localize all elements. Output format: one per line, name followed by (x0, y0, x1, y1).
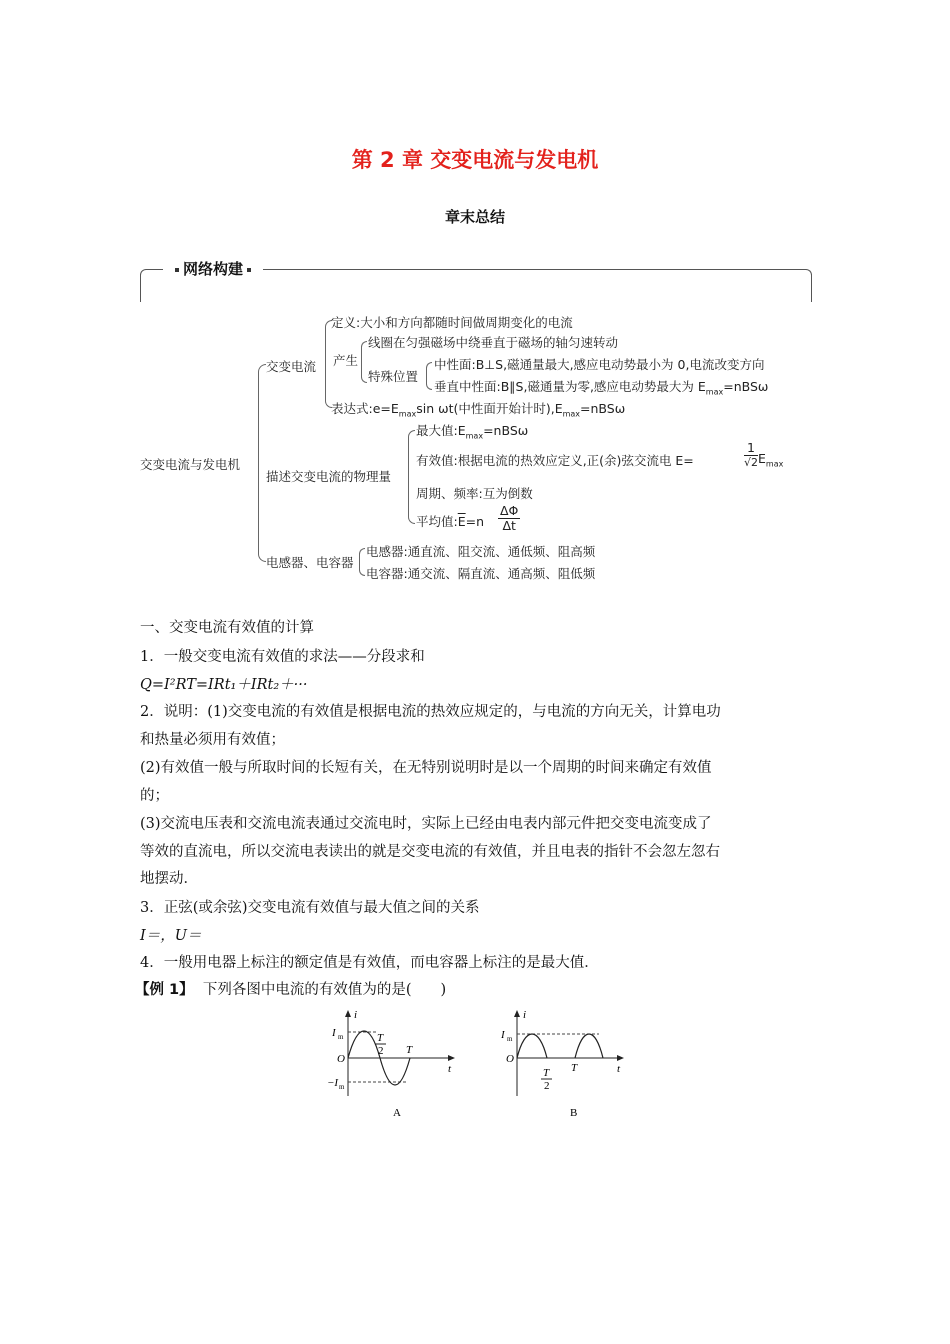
example-label: 【例 1】 (135, 982, 194, 998)
paragraph-3-line2: 的； (140, 788, 169, 804)
paragraph-3-line1: (2)有效值一般与所取时间的长短有关，在无特别说明时是以一个周期的时间来确定有效值 (140, 760, 712, 776)
expr-sub2: max (562, 409, 581, 419)
chapter-title: 第 2 章 交变电流与发电机 (351, 148, 599, 172)
bullet-icon (175, 268, 179, 272)
graph-b-im-label: I (501, 1029, 505, 1041)
graph-b-axis-y-label: i (523, 1009, 527, 1021)
section-heading: 一、交变电流有效值的计算 (140, 620, 314, 636)
mindmap-root: 交变电流与发电机 (140, 457, 241, 472)
formula-q: Q=I²RT=IRt₁＋IRt₂＋··· (140, 677, 308, 693)
graph-b-half-num: T (543, 1067, 550, 1079)
paragraph-4-line3: 地摆动． (140, 871, 198, 887)
avg-bar: $\overline{E}$ (457, 514, 466, 529)
graph-a-half-num: T (377, 1032, 384, 1044)
graph-a-im-label: I (332, 1027, 336, 1039)
max-sub: max (465, 431, 484, 441)
quantities-bracket (408, 430, 415, 524)
perp-plane-text: 垂直中性面:B∥S,磁通量为零,感应电动势最大为 E (434, 379, 706, 394)
avg-b: =n (465, 514, 485, 529)
graph-b-caption: B (570, 1107, 578, 1119)
paragraph-4-line2: 等效的直流电，所以交流电表读出的就是交变电流的有效值，并且电表的指针不会忽左忽右 (140, 844, 720, 860)
graph-a-x-arrow-icon (448, 1055, 455, 1061)
expr-a: 表达式:e=E (331, 401, 399, 416)
max-a: 最大值:E (416, 423, 466, 438)
graph-a-origin: O (337, 1053, 345, 1065)
capacitor-desc: 电容器:通交流、隔直流、通高频、阻低频 (366, 566, 596, 581)
branch-ac: 交变电流 (266, 359, 317, 374)
paragraph-4-line1: (3)交流电压表和交流电流表通过交流电时，实际上已经由电表内部元件把交变电流变成了 (140, 816, 712, 832)
graph-b-hump-2 (575, 1034, 603, 1058)
ac-definition: 定义:大小和方向都随时间做周期变化的电流 (331, 315, 573, 330)
eff-a: 有效值:根据电流的热效应定义,正(余)弦交流电 E= (416, 453, 694, 468)
perp-neutral-plane (434, 377, 768, 397)
effective-value (416, 451, 694, 469)
expr-b: sin ωt(中性面开始计时),E (416, 401, 563, 416)
graph-b-im-sub: m (507, 1035, 513, 1043)
graph-b-hump-1 (517, 1034, 547, 1058)
section-label (163, 258, 263, 279)
generation-bracket (361, 341, 367, 383)
graph-a-axis-y-label: i (354, 1009, 358, 1021)
paragraph-5: 3．正弦(或余弦)交变电流有效值与最大值之间的关系 (140, 900, 480, 916)
expr-sub1: max (398, 409, 417, 419)
branch-quantities: 描述交变电流的物理量 (266, 469, 392, 484)
avg-a: 平均值: (416, 514, 458, 529)
avg-den: Δt (502, 518, 516, 533)
ac-generation-label: 产生 (333, 353, 359, 368)
max-b: =nBSω (483, 423, 529, 438)
inductor-desc: 电感器:通直流、阻交流、通低频、阻高频 (366, 544, 596, 559)
ac-bracket (325, 320, 332, 408)
graph-a-neg-im-sub: m (339, 1083, 345, 1091)
example-1 (135, 978, 446, 999)
ic-bracket (359, 548, 365, 576)
generation-desc: 线圈在匀强磁场中绕垂直于磁场的轴匀速转动 (368, 335, 619, 350)
example-text: 下列各图中电流的有效值为的是( ) (202, 982, 447, 998)
perp-plane-sub: max (705, 387, 724, 397)
root-bracket (258, 364, 266, 562)
eff-den: √2 (744, 456, 759, 469)
max-value (416, 421, 528, 441)
paragraph-2-line1: 2．说明：(1)交变电流的有效值是根据电流的热效应规定的，与电流的方向无关，计算电功 (140, 704, 721, 720)
eff-sub: max (765, 459, 784, 469)
graph-a-neg-im-label: −I (327, 1077, 339, 1089)
special-position-label: 特殊位置 (368, 369, 419, 384)
paragraph-6: 4．一般用电器上标注的额定值是有效值，而电容器上标注的是最大值． (140, 955, 599, 971)
avg-num: ΔΦ (500, 503, 519, 518)
graph-a-half-den: 2 (378, 1045, 384, 1057)
paragraph-1: 1．一般交变电流有效值的求法——分段求和 (140, 649, 425, 665)
branch-inductor-capacitor: 电感器、电容器 (266, 555, 354, 570)
special-bracket (426, 362, 432, 390)
perp-plane-tail: =nBSω (723, 379, 769, 394)
graph-b-x-arrow-icon (617, 1055, 624, 1061)
expr-c: =nBSω (580, 401, 626, 416)
graph-a-caption: A (393, 1107, 401, 1119)
graph-b (495, 1008, 635, 1123)
graph-b-axis-x-label: t (617, 1063, 621, 1075)
graph-a (320, 1008, 470, 1123)
graph-a-im-sub: m (338, 1033, 344, 1041)
graph-a-period: T (406, 1044, 413, 1056)
graph-b-y-arrow-icon (514, 1010, 520, 1017)
section-label-text: 网络构建 (183, 260, 244, 278)
avg-fraction (498, 504, 520, 533)
graph-a-y-arrow-icon (345, 1010, 351, 1017)
chapter-subtitle: 章末总结 (444, 208, 505, 226)
eff-fraction (744, 441, 758, 470)
ac-expression (331, 399, 625, 419)
bullet-icon (247, 268, 251, 272)
neutral-plane: 中性面:B⊥S,磁通量最大,感应电动势最小为 0,电流改变方向 (434, 357, 765, 372)
eff-num: 1 (744, 441, 758, 456)
formula-iu: I＝，U＝ (140, 928, 202, 944)
eff-b: E (758, 451, 766, 466)
graph-a-axis-x-label: t (448, 1063, 452, 1075)
paragraph-2-line2: 和热量必须用有效值； (140, 732, 285, 748)
graph-b-half-den: 2 (544, 1080, 550, 1092)
eff-tail (758, 451, 783, 469)
average-value (416, 512, 484, 530)
period-frequency: 周期、频率:互为倒数 (416, 486, 533, 501)
graph-b-origin: O (506, 1053, 514, 1065)
graph-b-period: T (571, 1062, 578, 1074)
